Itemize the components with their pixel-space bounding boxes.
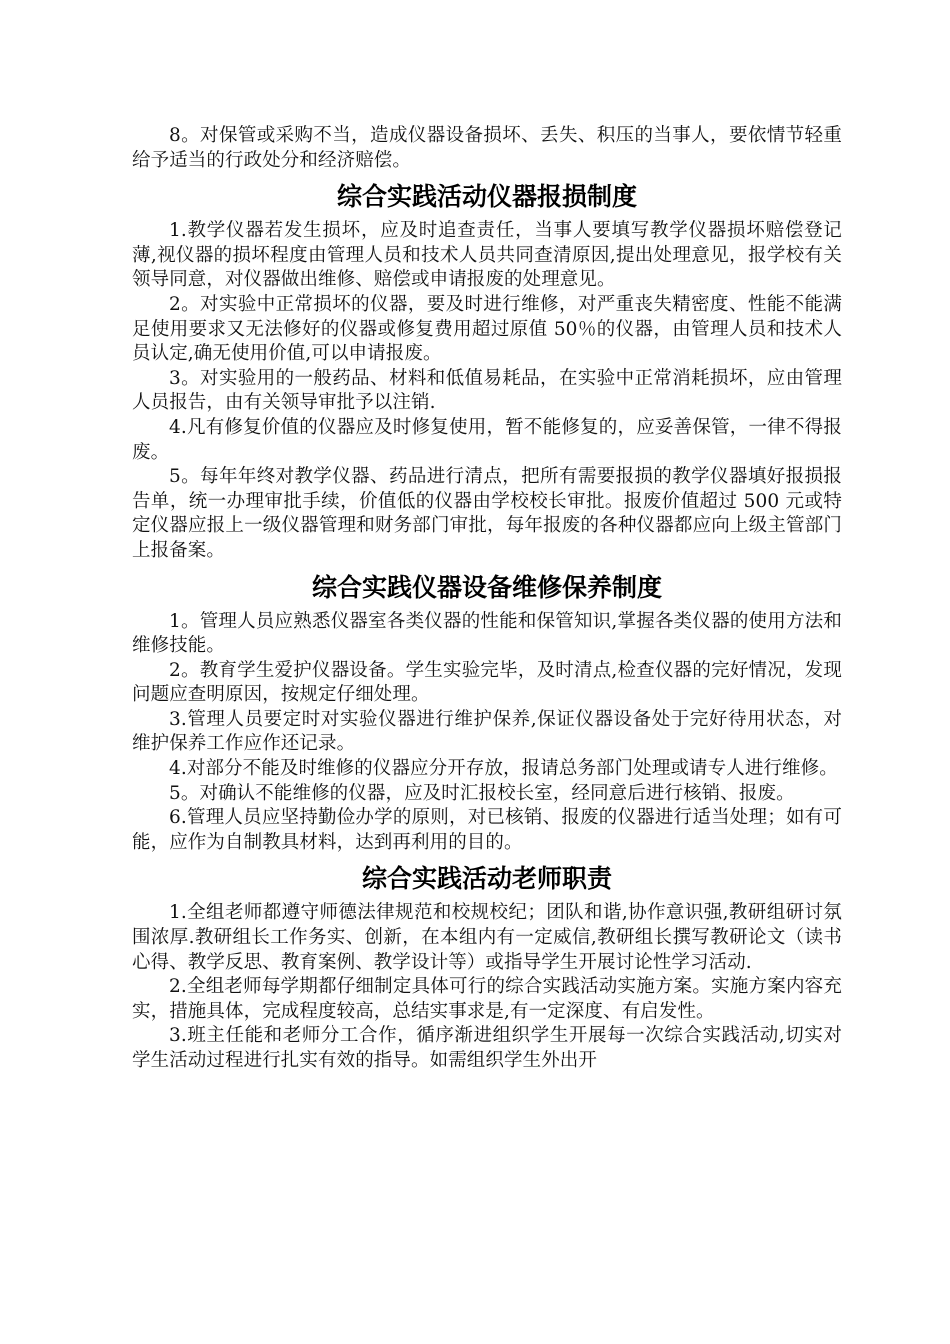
section-equipment-damage-report xyxy=(132,180,842,563)
section-title: 综合实践仪器设备维修保养制度 xyxy=(311,572,662,602)
paragraph: 1。管理人员应熟悉仪器室各类仪器的性能和保管知识,掌握各类仪器的使用方法和维修技能。 xyxy=(132,610,842,657)
section-equipment-maintenance xyxy=(132,571,842,856)
section-title: 综合实践活动仪器报损制度 xyxy=(336,182,637,212)
intro-paragraph: 8。对保管或采购不当，造成仪器设备损坏、丢失、积压的当事人，要依情节轻重给予适当的行政处分和经济赔偿。 xyxy=(132,125,842,171)
section-teacher-duties xyxy=(132,862,842,1073)
paragraph: 2。对实验中正常损坏的仪器，要及时进行维修，对严重丧失精密度、性能不能满足使用要求又无法修好的仪器或修复费用超过原值 50％的仪器，由管理人员和技术人员认定,确无使用价值,可以申请报废。 xyxy=(132,293,842,365)
paragraph: 3.管理人员要定时对实验仪器进行维护保养,保证仪器设备处于完好待用状态，对维护保养工作应作还记录。 xyxy=(132,708,842,755)
paragraph: 4.对部分不能及时维修的仪器应分开存放，报请总务部门处理或请专人进行维修。 xyxy=(169,758,838,780)
paragraph: 1.全组老师都遵守师德法律规范和校规校纪；团队和谐,协作意识强,教研组研讨氛围浓厚.教研组长工作务实、创新，在本组内有一定威信,教研组长撰写教研论文（读书心得、教学反思、教育案例、教学设计等）或指导学生开展讨论性学习活动. xyxy=(132,902,842,973)
paragraph: 1.教学仪器若发生损坏，应及时追查责任，当事人要填写教学仪器损坏赔偿登记薄,视仪器的损坏程度由管理人员和技术人员共同查清原因,提出处理意见，报学校有关领导同意，对仪器做出维修、赔偿或申请报废的处理意见。 xyxy=(132,220,842,291)
paragraph: 5。对确认不能维修的仪器，应及时汇报校长室，经同意后进行核销、报废。 xyxy=(169,782,795,804)
paragraph: 5。每年年终对教学仪器、药品进行清点，把所有需要报损的教学仪器填好报损报告单，统一办理审批手续，价值低的仪器由学校校长审批。报废价值超过 500 元或特定仪器应报上一级仪器管理和财务部门审批，每年报废的各种仪器都应向上级主管部门上报备案。 xyxy=(132,466,842,561)
section-title: 综合实践活动老师职责 xyxy=(361,864,612,894)
paragraph: 3。对实验用的一般药品、材料和低值易耗品，在实验中正常消耗损坏，应由管理人员报告，由有关领导审批予以注销. xyxy=(132,367,842,414)
paragraph: 2。教育学生爱护仪器设备。学生实验完毕，及时清点,检查仪器的完好情况，发现问题应查明原因，按规定仔细处理。 xyxy=(132,659,842,706)
document-page xyxy=(132,124,842,1074)
paragraph: 3.班主任能和老师分工合作，循序渐进组织学生开展每一次综合实践活动,切实对学生活动过程进行扎实有效的指导。如需组织学生外出开 xyxy=(132,1025,842,1071)
paragraph: 6.管理人员应坚持勤俭办学的原则，对已核销、报废的仪器进行适当处理；如有可能，应作为自制教具材料，达到再利用的目的。 xyxy=(132,807,842,853)
paragraph: 4.凡有修复价值的仪器应及时修复使用，暂不能修复的，应妥善保管，一律不得报废。 xyxy=(132,416,842,463)
paragraph: 2.全组老师每学期都仔细制定具体可行的综合实践活动实施方案。实施方案内容充实，措施具体，完成程度较高，总结实事求是,有一定深度、有启发性。 xyxy=(132,976,842,1022)
